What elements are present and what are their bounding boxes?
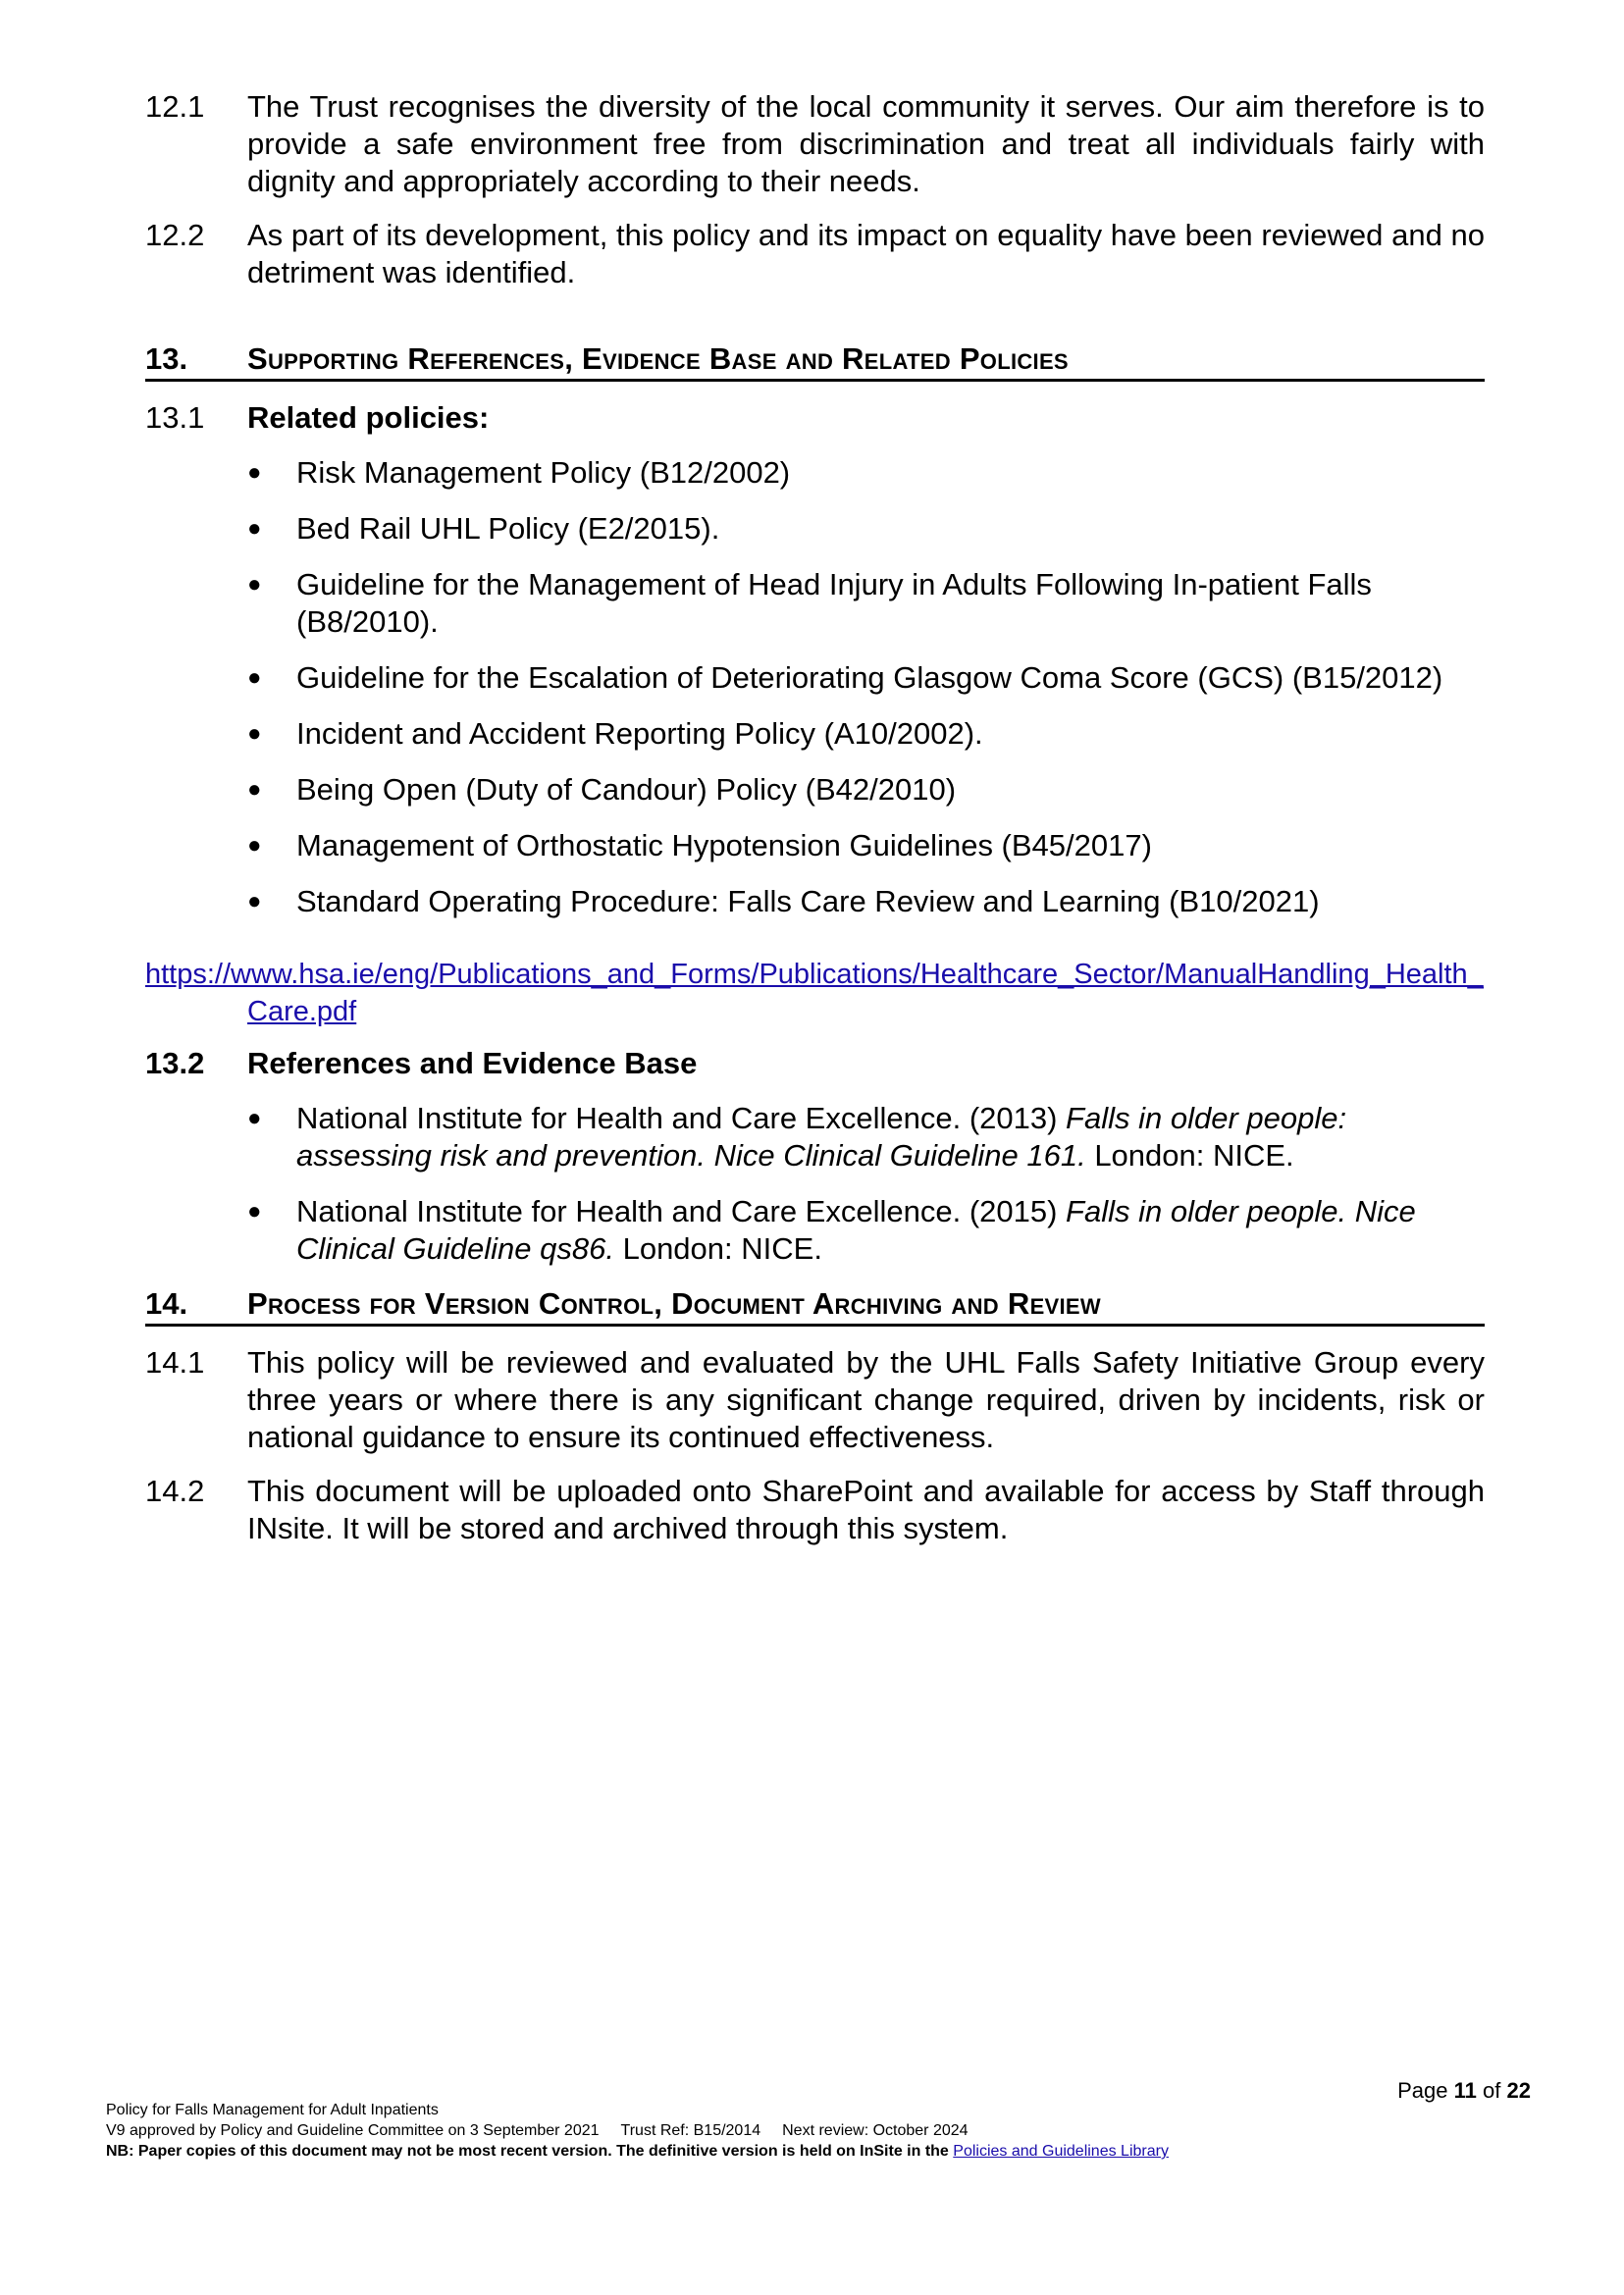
list-item: ● Standard Operating Procedure: Falls Care Review and Learning (B10/2021)	[247, 884, 1320, 918]
paragraph-number: 14.2	[145, 1474, 205, 1508]
page-number: Page 11 of 22	[1397, 2078, 1531, 2103]
page-content	[145, 88, 1485, 1564]
subsection-number: 13.2	[145, 1046, 205, 1080]
bullet-icon: ●	[247, 664, 262, 691]
bullet-icon: ●	[247, 571, 262, 598]
list-item: ● Bed Rail UHL Policy (E2/2015).	[247, 511, 720, 546]
paragraph-text: This policy will be reviewed and evaluated by the UHL Falls Safety Initiative Group every three years or where there is any significant change required, driven by incidents, risk or national guidance to ensure its continued effectiveness.	[247, 1345, 1485, 1454]
paragraph-text: As part of its development, this policy and its impact on equality have been reviewed and no detriment was identified.	[247, 218, 1485, 289]
paragraph-text: This document will be uploaded onto SharePoint and available for access by Staff through INsite. It will be stored and archived through this system.	[247, 1474, 1485, 1545]
section-14-heading	[145, 1286, 1485, 1327]
footer-version-line: V9 approved by Policy and Guideline Committee on 3 September 2021 Trust Ref: B15/2014 Next review: October 2024	[106, 2122, 969, 2139]
paragraph-text: The Trust recognises the diversity of the local community it serves. Our aim therefore is to provide a safe environment free from discrimination and treat all individuals fairly with dignity and appropriately according to their needs.	[247, 89, 1485, 198]
subsection-title: References and Evidence Base	[247, 1046, 698, 1080]
hsa-link-block	[145, 956, 1485, 1030]
list-item: ● Incident and Accident Reporting Policy (A10/2002).	[247, 716, 983, 751]
section-title: Process for Version Control, Document Archiving and Review	[247, 1286, 1101, 1321]
bullet-icon: ●	[247, 888, 262, 914]
list-item: ● Management of Orthostatic Hypotension Guidelines (B45/2017)	[247, 828, 1152, 862]
subsection-13-2	[145, 1045, 1485, 1082]
footer-title: Policy for Falls Management for Adult Inpatients	[106, 2102, 439, 2118]
bullet-icon: ●	[247, 832, 262, 859]
section-title: Supporting References, Evidence Base and Related Policies	[247, 341, 1069, 376]
paragraph-number: 12.2	[145, 218, 205, 252]
paragraph-number: 12.1	[145, 89, 205, 124]
document-footer	[106, 2100, 1283, 2162]
paragraph-number: 14.1	[145, 1345, 205, 1380]
section-13-heading	[145, 341, 1485, 382]
list-item: ● Guideline for the Escalation of Deteriorating Glasgow Coma Score (GCS) (B15/2012)	[247, 660, 1443, 695]
paragraph-12-1	[145, 88, 1485, 200]
paragraph-14-1	[145, 1344, 1485, 1456]
paragraph-14-2	[145, 1473, 1485, 1547]
bullet-icon: ●	[247, 1198, 262, 1225]
list-item: ● Risk Management Policy (B12/2002)	[247, 455, 791, 490]
list-item: ● National Institute for Health and Care Excellence. (2015) Falls in older people. Nice Clinical Guideline qs86. London: NICE.	[247, 1194, 1416, 1266]
bullet-icon: ●	[247, 720, 262, 747]
paragraph-12-2	[145, 217, 1485, 291]
section-number: 13.	[145, 341, 188, 376]
list-item: ● National Institute for Health and Care Excellence. (2013) Falls in older people: assessing risk and prevention. Nice Clinical Guideline 161. London: NICE.	[247, 1101, 1347, 1173]
footer-nb-line: NB: Paper copies of this document may not be most recent version. The definitive version is held on InSite in the Policies and Guidelines Library	[106, 2143, 1169, 2160]
bullet-icon: ●	[247, 459, 262, 486]
hsa-manual-handling-link[interactable]: https://www.hsa.ie/eng/Publications_and_Forms/Publications/Healthcare_Sector/ManualHandling_Health_Care.pdf	[145, 959, 1484, 1027]
list-item: ● Guideline for the Management of Head Injury in Adults Following In-patient Falls (B8/2010).	[247, 567, 1372, 639]
subsection-title: Related policies:	[247, 400, 490, 435]
policies-library-link[interactable]: Policies and Guidelines Library	[953, 2143, 1169, 2160]
section-number: 14.	[145, 1286, 188, 1321]
list-item: ● Being Open (Duty of Candour) Policy (B42/2010)	[247, 772, 957, 807]
subsection-13-1	[145, 399, 1485, 437]
related-policies-list	[145, 454, 1485, 920]
references-list	[145, 1100, 1485, 1268]
subsection-number: 13.1	[145, 400, 205, 435]
bullet-icon: ●	[247, 515, 262, 542]
bullet-icon: ●	[247, 1105, 262, 1131]
bullet-icon: ●	[247, 776, 262, 803]
